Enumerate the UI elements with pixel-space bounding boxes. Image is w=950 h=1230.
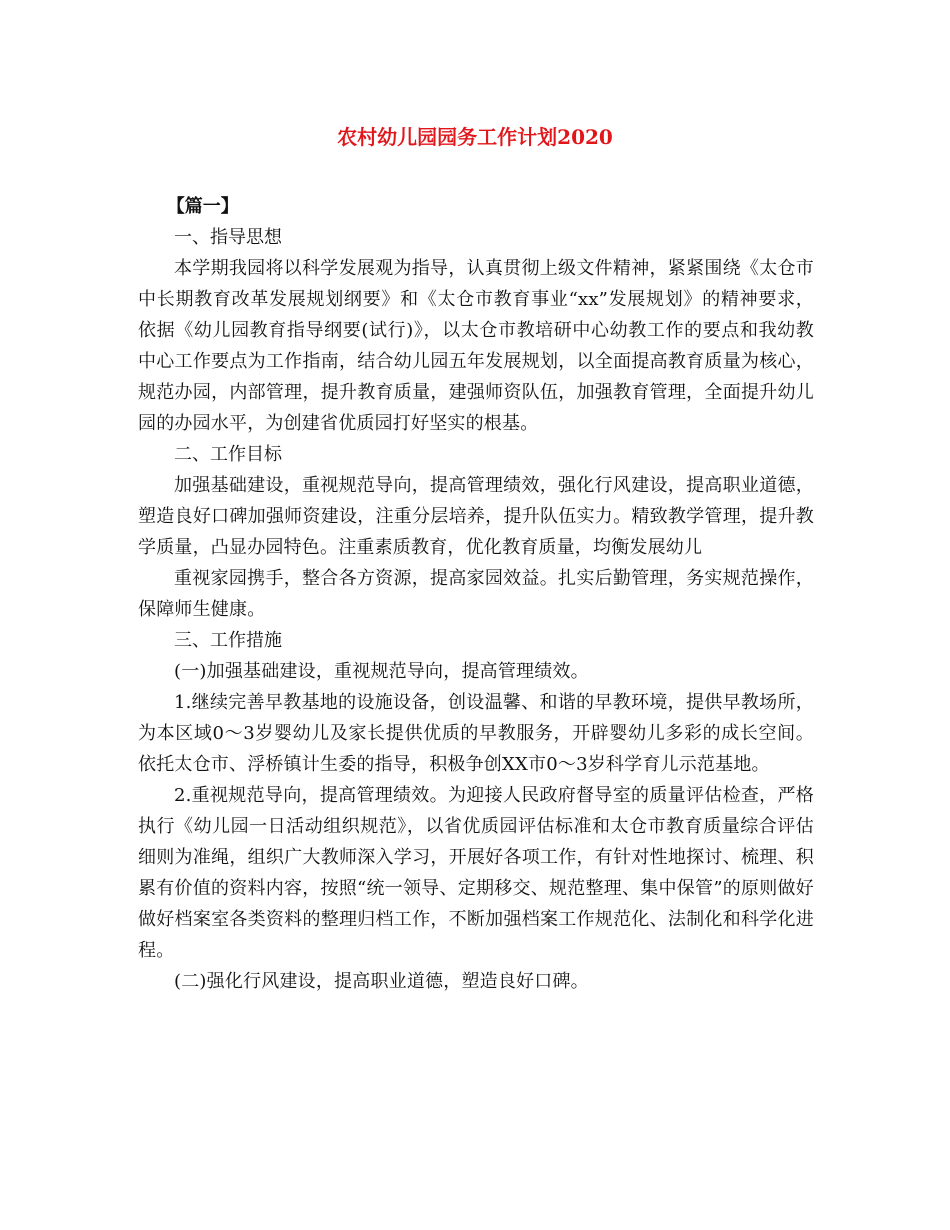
heading-guiding-ideology: 一、指导思想 [174,227,282,248]
document-body [138,191,814,997]
subheading-measure-1: (一)加强基础建设，重视规范导向，提高管理绩效。 [174,661,589,682]
heading-work-goals: 二、工作目标 [174,444,282,465]
heading-work-measures: 三、工作措施 [174,630,282,651]
paragraph-work-goals-2: 重视家园携手，整合各方资源，提高家园效益。扎实后勤管理，务实规范操作，保障师生健康。 [138,568,814,620]
subheading-measure-2: (二)强化行风建设，提高职业道德，塑造良好口碑。 [174,971,589,992]
paragraph-guiding-ideology: 本学期我园将以科学发展观为指导，认真贯彻上级文件精神，紧紧围绕《太仓市中长期教育改革发展规划纲要》和《太仓市教育事业“xx”发展规划》的精神要求，依据《幼儿园教育指导纲要(试行)》，以太仓市教培研中心幼教工作的要点和我幼教中心工作要点为工作指南，结合幼儿园五年发展规划，以全面提高教育质量为核心，规范办园，内部管理，提升教育质量，建强师资队伍，加强教育管理，全面提升幼儿园的办园水平，为创建省优质园打好坚实的根基。 [138,258,814,434]
document-title: 农村幼儿园园务工作计划2020 [337,125,613,149]
paragraph-work-goals-1: 加强基础建设，重视规范导向，提高管理绩效，强化行风建设，提高职业道德，塑造良好口碑加强师资建设，注重分层培养，提升队伍实力。精致教学管理，提升教学质量，凸显办园特色。注重素质教育，优化教育质量，均衡发展幼儿 [138,475,814,558]
section-tag: 【篇一】 [166,196,239,217]
list-item-measure-1-2: 2.重视规范导向，提高管理绩效。为迎接人民政府督导室的质量评估检查，严格执行《幼儿园一日活动组织规范》，以省优质园评估标准和太仓市教育质量综合评估细则为准绳，组织广大教师深入学习，开展好各项工作，有针对性地探讨、梳理、积累有价值的资料内容，按照“统一领导、定期移交、规范整理、集中保管”的原则做好做好档案室各类资料的整理归档工作，不断加强档案工作规范化、法制化和科学化进程。 [138,785,814,961]
list-item-measure-1-1: 1.继续完善早教基地的设施设备，创设温馨、和谐的早教环境，提供早教场所，为本区域0～3岁婴幼儿及家长提供优质的早教服务，开辟婴幼儿多彩的成长空间。依托太仓市、浮桥镇计生委的指导，积极争创XX市0～3岁科学育儿示范基地。 [138,692,814,775]
